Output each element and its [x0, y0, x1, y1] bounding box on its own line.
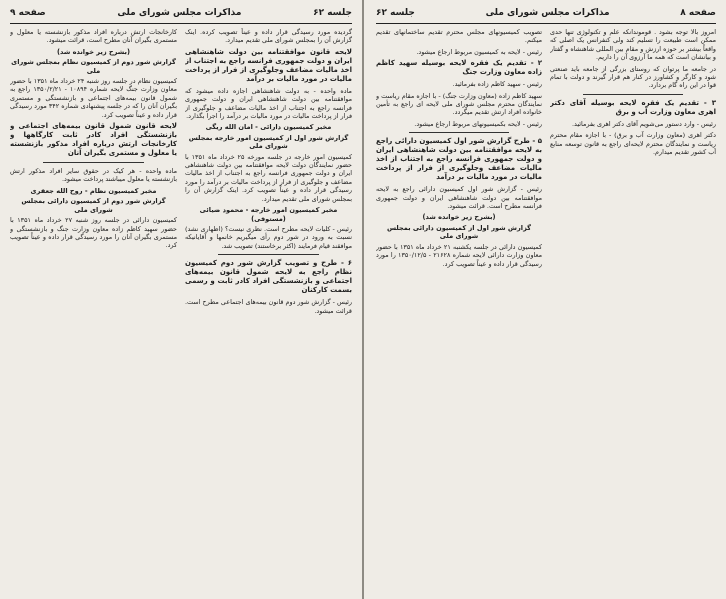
right-page-col-right — [550, 28, 716, 595]
signature: مخبر کمیسیون نظام - روح الله جعفری — [30, 186, 157, 195]
paragraph: رئیس - وارد دستور می‌شویم آقای دکتر اهری بفرمائید. — [571, 119, 716, 128]
right-title: مذاکرات مجلس شورای ملی — [485, 8, 610, 18]
report-heading: گزارش شور اول از کمیسیون امور خارجه بمجلس شورای ملی — [188, 133, 349, 151]
agenda-heading: ۵ - طرح گزارش شور اول کمیسیون دارائی راجع به لایحه موافقتنامه بین دولت شاهنشاهی ایران و دولت جمهوری فرانسه راجع به اجتناب از اخذ مالیات مضاعف وجلوگیری از فرار از پرداخت مالیات در مورد مالیات بر درآمد — [376, 137, 542, 182]
right-page-columns — [376, 28, 716, 595]
paragraph: کمیسیون نظام در جلسه روز شنبه ۲۴ خرداد ماه ۱۳۵۱ با حضور معاون وزارت جنگ لایحه شماره ۱۰۸۹۴ - ۱۳۵۰/۲/۲۱ راجع به شمول قانون بیمه‌های اجتماعی و بازنشستگی و مستمری بگیران آنان را که در جلسه پیشنهادی شماره ۳۴۲ مورد رسیدگی قرار داده و عیناً تصویب کرد. — [10, 77, 177, 119]
paragraph: امروز بالا توجه بشود . قوموندانکه علم و تکنولوژی تنها حدی ممکن است طبیعت را تسلیم کند ولی کنفرانس یک اصلی که واقعاً بیشتر بر حوزه ارزش و مقام بین المللی شاهنشاه و گفتار و بیانشان است که همه ما آرزوی آن را داریم. — [550, 28, 716, 62]
right-session-label: جلسه ۶۲ — [376, 8, 415, 18]
right-page-number: صفحه ۸ — [680, 8, 716, 18]
left-page-header — [10, 6, 352, 24]
signature: مخبر کمیسیون دارائی - امان الله ریگی — [205, 123, 332, 132]
paragraph: کمیسیون امور خارجه در جلسه مورخه ۲۵ خرداد ماه ۱۳۵۱ با حضور نمایندگان دولت لایحه موافقتنامه بین دولت شاهنشاهی ایران و دولت جمهوری فرانسه راجع به اجتناب از اخذ مالیات مضاعف و جلوگیری از فرار از پرداخت مالیات بر درآمد را مورد رسیدگی قرار داده و عیناً تصویب کرد. اینک گزارش آن را بمجلس شورای ملی تقدیم میدارد. — [185, 152, 352, 203]
agenda-heading: ۳ - تقدیم یک فقره لایحه بوسیله آقای دکتر اهری معاون وزارت آب و برق — [550, 98, 716, 116]
left-page-columns — [10, 28, 352, 595]
paragraph: در جامعه ما پرتوان که روستای بزرگی از جامعه باید صنعتی شود و کارگر و کشاورز در کنار هم قرار گیرند و دولت با تمام قوا در این راه گام بردارد. — [550, 64, 716, 90]
bill-title: لایحه قانون شمول قانون بیمه‌های اجتماعی و بازنشستگی افراد کادر ثابت کارگاهها و کارخانجات ارتش درباره افراد مذکور بازنشسته یا معلول و مستمری بگیران آنان — [10, 122, 177, 158]
paragraph: رئیس - لایحه بکمیسیونهای مربوط ارجاع میشود. — [414, 119, 542, 128]
left-session-label: جلسه ۶۲ — [313, 8, 352, 18]
right-page — [366, 0, 726, 599]
right-page-col-left — [376, 28, 542, 595]
reading-note: (بشرح زیر خوانده شد) — [422, 213, 496, 222]
paragraph: رئیس - گزارش شور دوم قانون بیمه‌های اجتماعی مطرح است. قرائت میشود. — [185, 298, 352, 315]
paragraph: گردیده مورد رسیدگی قرار داده و عیناً تصویب کرده. اینک گزارش آن را بمجلس شورای ملی تقدیم میدارد. — [185, 28, 352, 45]
agenda-heading: ۶ - طرح و تصویب گزارش شور دوم کمیسیون نظام راجع به لایحه شمول قانون بیمه‌های اجتماعی و بازنشستگی افراد کادر ثابت و رسمی بسمت کارکنان — [185, 259, 352, 295]
divider — [583, 94, 683, 95]
paragraph: رئیس - گزارش شور اول کمیسیون دارائی راجع به لایحه موافقتنامه بین دولت شاهنشاهی ایران و دولت جمهوری فرانسه مطرح است. قرائت میشود. — [376, 185, 542, 211]
paragraph: کارخانجات ارتش درباره افراد مذکور بازنشسته یا معلول و مستمری بگیران آنان مطرح است، قرائت میشود. — [10, 28, 177, 45]
divider — [43, 162, 143, 163]
paragraph: کمیسیون دارائی در جلسه روز شنبه ۲۷ خرداد ماه ۱۳۵۱ با حضور سهید کاظم زاده معاون وزارت جنگ و بازنشستگی و مستمری بگیران آنان را مورد رسیدگی قرار داده و عیناً تصویب کرد. — [10, 216, 177, 250]
paragraph: رئیس - کلیات لایحه مطرح است. نظری نیست؟ (اظهاری نشد) نسبت به ورود در شور دوم رأی میگیریم خانمها و آقایانیکه موافقند قیام فرمایند (اکثر برخاستند) تصویب شد. — [185, 224, 352, 250]
left-page-number: صفحه ۹ — [10, 8, 46, 18]
paragraph: رئیس - لایحه به کمیسیون مربوط ارجاع میشود. — [416, 47, 542, 56]
bill-title: لایحه قانون موافقتنامه بین دولت شاهنشاهی ایران و دولت جمهوری فرانسه راجع به اجتناب از اخذ مالیات مضاعف وجلوگیری از فرار از پرداخت مالیات در مورد مالیات بر درآمد — [185, 47, 352, 83]
right-page-header — [376, 6, 716, 24]
paragraph: ماده واحده - به دولت شاهنشاهی اجازه داده میشود که موافقتنامه بین دولت شاهنشاهی ایران و دولت جمهوری فرانسه راجع به اجتناب از اخذ مالیات مضاعف و جلوگیری از فرار از پرداخت مالیات در مورد مالیات بر درآمد را اجرا بگذارد. — [185, 86, 352, 121]
paragraph: رئیس - سهید کاظم زاده بفرمائید. — [452, 80, 542, 89]
left-title: مذاکرات مجلس شورای ملی — [117, 8, 242, 18]
report-heading: گزارش شور دوم از کمیسیون دارائی بمجلس شورای ملی — [21, 197, 166, 214]
left-page-col-left — [10, 28, 177, 595]
agenda-heading: ۲ - تقدیم یک فقره لایحه بوسیله سهید کاظم زاده معاون وزارت جنگ — [376, 59, 542, 77]
divider — [218, 254, 318, 255]
paragraph: تصویب کمیسیونهای مجلس محترم تقدیم ساختمانهای تقدیم میکنم. — [376, 28, 542, 45]
paragraph: کمیسیون دارائی در جلسه یکشنبه ۲۱ خرداد ماه ۱۳۵۱ با حضور معاون وزارت دارائی لایحه شماره ۲۱۶۲۸ - ۱۳۵۰/۱۲/۵ را مورد رسیدگی قرار داده و عیناً تصویب کرد. — [376, 242, 542, 268]
reading-note: (بشرح زیر خوانده شد) — [57, 47, 130, 56]
left-page-col-right — [185, 28, 352, 595]
divider — [409, 132, 509, 133]
paragraph: دکتر اهری (معاون وزارت آب و برق) - با اجازه مقام محترم ریاست و نمایندگان محترم لایحه‌ای راجع به قانون توسعه منابع آب کشور تقدیم میدارم. — [550, 131, 716, 157]
report-heading: گزارش شور دوم از کمیسیون نظام بمجلس شورای ملی — [11, 58, 176, 75]
paragraph: سهید کاظم زاده (معاون وزارت جنگ) - با اجازه مقام ریاست و نمایندگان محترم مجلس شورای ملی لایحه ای راجع به تأمین خانواده افراد ارتش تقدیم میگردد. — [376, 91, 542, 117]
signature: مخبر کمیسیون امور خارجه - محمود ضیائی (مستوفی) — [199, 206, 338, 223]
paragraph: ماده واحده - هر کیک در حقوق سایر افراد مذکور ارتش بازنشسته یا معلول میباشند پرداخت میشود. — [10, 167, 177, 184]
report-heading: گزارش شور اول از کمیسیون دارائی بمجلس شورای ملی — [386, 223, 532, 241]
